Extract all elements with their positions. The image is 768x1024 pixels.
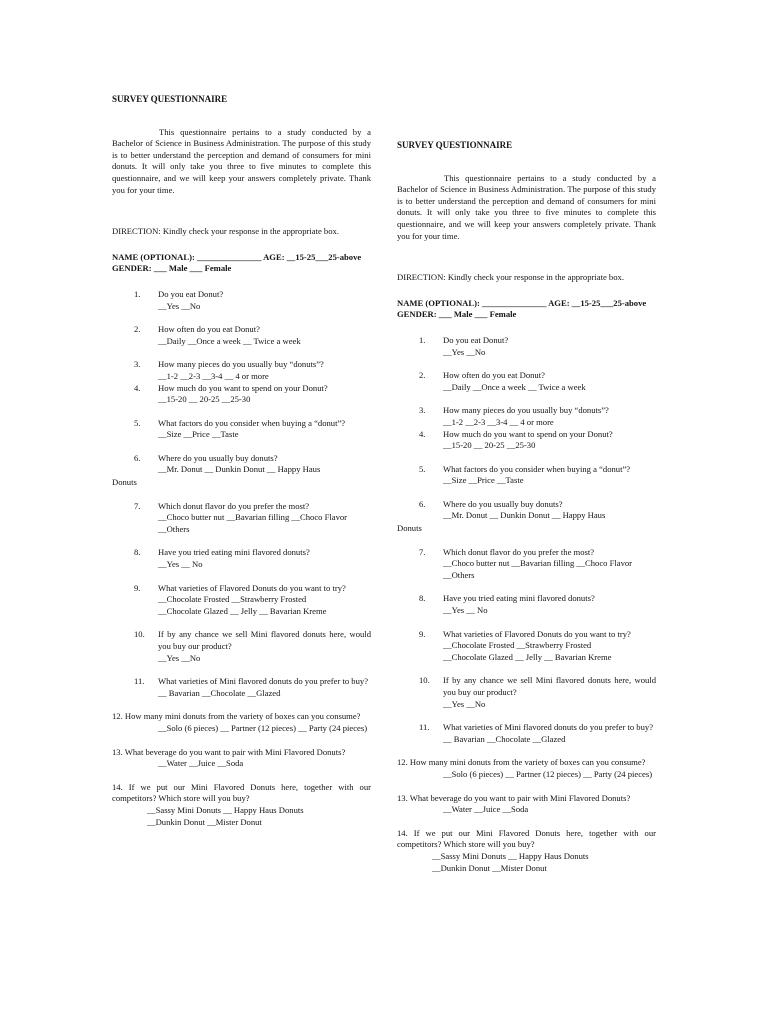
question-14-options[interactable]: __Sassy Mini Donuts __ Happy Haus Donuts: [432, 850, 589, 861]
question-10-options[interactable]: __Yes __No: [443, 698, 486, 709]
intro-paragraph: This questionnaire pertains to a study conducted by a Bachelor of Science in Business Administration. The purpose of this study is to better understand the perception and demand of consumers for mini donuts. It will only take you three to five minutes to complete this questionnaire, and we will keep your answers completely private. Thank you for your time.: [397, 172, 656, 241]
question-13: 13. What beverage do you want to pair with Mini Flavored Donuts? __Water __Juice __Soda: [397, 793, 656, 816]
question-11: 11. What varieties of Mini flavored donuts do you prefer to buy? __ Bavarian __Chocolate __Glazed: [112, 676, 371, 699]
question-11: 11. What varieties of Mini flavored donuts do you prefer to buy? __ Bavarian __Chocolate __Glazed: [397, 722, 656, 745]
question-13-options[interactable]: __Water __Juice __Soda: [443, 804, 529, 815]
question-12-options[interactable]: __Solo (6 pieces) __ Partner (12 pieces) __ Party (24 pieces): [443, 768, 653, 779]
question-1-options[interactable]: __Yes __No: [158, 300, 201, 311]
question-3-options[interactable]: __1-2 __2-3 __3-4 __ 4 or more: [158, 370, 269, 381]
question-2: 2. How often do you eat Donut? __Daily __Once a week __ Twice a week: [397, 370, 656, 393]
question-1-options[interactable]: __Yes __No: [443, 346, 486, 357]
question-14: 14. If we put our Mini Flavored Donuts here, together with our competitors? Which store will you buy? __Sassy Mini Donuts __ Happy Haus Donuts __Dunkin Donut __Mister Donut: [112, 781, 371, 827]
questionnaire-left: [112, 94, 371, 840]
question-14-options[interactable]: __Sassy Mini Donuts __ Happy Haus Donuts: [147, 804, 304, 815]
page-title: SURVEY QUESTIONNAIRE: [397, 140, 513, 150]
question-6-options[interactable]: __Mr. Donut __ Dunkin Donut __ Happy Haus: [158, 464, 321, 475]
question-7: 7. Which donut flavor do you prefer the most? __Choco butter nut __Bavarian filling __Choco Flavor __Others: [112, 501, 371, 536]
question-4: 4. How much do you want to spend on your Donut? __15-20 __ 20-25 __25-30: [112, 383, 371, 406]
question-7-options-2[interactable]: __Others: [443, 569, 475, 580]
question-8-options[interactable]: __Yes __ No: [443, 605, 488, 616]
question-4: 4. How much do you want to spend on your Donut? __15-20 __ 20-25 __25-30: [397, 429, 656, 452]
question-5: 5. What factors do you consider when buying a “donut”? __Size __Price __Taste: [112, 418, 371, 441]
question-7-options-2[interactable]: __Others: [158, 523, 190, 534]
question-12-options[interactable]: __Solo (6 pieces) __ Partner (12 pieces) __ Party (24 pieces): [158, 722, 368, 733]
question-13: 13. What beverage do you want to pair with Mini Flavored Donuts? __Water __Juice __Soda: [112, 747, 371, 770]
question-7: 7. Which donut flavor do you prefer the most? __Choco butter nut __Bavarian filling __Choco Flavor __Others: [397, 547, 656, 582]
question-9: 9. What varieties of Flavored Donuts do you want to try? __Chocolate Frosted __Strawberry Frosted __Chocolate Glazed __ Jelly __ Bavarian Kreme: [397, 629, 656, 664]
question-10-options[interactable]: __Yes __No: [158, 652, 201, 663]
question-6: 6. Where do you usually buy donuts? __Mr. Donut __ Dunkin Donut __ Happy Haus Donuts: [112, 453, 371, 489]
name-age-line: NAME (OPTIONAL): _______________ AGE: __15-25___25-above: [112, 251, 362, 262]
question-11-options[interactable]: __ Bavarian __Chocolate __Glazed: [158, 687, 281, 698]
question-8-options[interactable]: __Yes __ No: [158, 559, 203, 570]
questionnaire-right: [397, 140, 656, 886]
question-3: 3. How many pieces do you usually buy “donuts”? __1-2 __2-3 __3-4 __ 4 or more: [112, 359, 371, 382]
question-5-options[interactable]: __Size __Price __Taste: [443, 475, 524, 486]
name-age-line: NAME (OPTIONAL): _______________ AGE: __15-25___25-above: [397, 297, 647, 308]
question-12: 12. How many mini donuts from the variety of boxes can you consume? __Solo (6 pieces) __ Partner (12 pieces) __ Party (24 pieces): [397, 757, 656, 780]
question-4-options[interactable]: __15-20 __ 20-25 __25-30: [158, 394, 251, 405]
page-title: SURVEY QUESTIONNAIRE: [112, 94, 228, 104]
question-3-options[interactable]: __1-2 __2-3 __3-4 __ 4 or more: [443, 416, 554, 427]
question-1: 1. Do you eat Donut? __Yes __No: [397, 335, 656, 358]
question-1: 1. Do you eat Donut? __Yes __No: [112, 289, 371, 312]
gender-line: GENDER: ___ Male ___ Female: [112, 263, 232, 274]
question-7-options[interactable]: __Choco butter nut __Bavarian filling __Choco Flavor: [443, 558, 633, 569]
question-9-options[interactable]: __Chocolate Frosted __Strawberry Frosted: [158, 594, 307, 605]
question-3: 3. How many pieces do you usually buy “donuts”? __1-2 __2-3 __3-4 __ 4 or more: [397, 405, 656, 428]
question-14-options-2[interactable]: __Dunkin Donut __Mister Donut: [432, 862, 547, 873]
question-14: 14. If we put our Mini Flavored Donuts here, together with our competitors? Which store will you buy? __Sassy Mini Donuts __ Happy Haus Donuts __Dunkin Donut __Mister Donut: [397, 827, 656, 873]
question-6-options[interactable]: __Mr. Donut __ Dunkin Donut __ Happy Haus: [443, 510, 606, 521]
question-2-options[interactable]: __Daily __Once a week __ Twice a week: [443, 381, 586, 392]
question-8: 8. Have you tried eating mini flavored donuts? __Yes __ No: [397, 593, 656, 616]
question-2-options[interactable]: __Daily __Once a week __ Twice a week: [158, 335, 301, 346]
question-4-options[interactable]: __15-20 __ 20-25 __25-30: [443, 440, 536, 451]
direction-text: DIRECTION: Kindly check your response in the appropriate box.: [397, 272, 624, 283]
question-5-options[interactable]: __Size __Price __Taste: [158, 429, 239, 440]
question-9: 9. What varieties of Flavored Donuts do you want to try? __Chocolate Frosted __Strawberry Frosted __Chocolate Glazed __ Jelly __ Bavarian Kreme: [112, 583, 371, 618]
question-14-options-2[interactable]: __Dunkin Donut __Mister Donut: [147, 816, 262, 827]
question-10: 10. If by any chance we sell Mini flavored donuts here, would you buy our product? __Yes __No: [419, 675, 656, 709]
question-13-options[interactable]: __Water __Juice __Soda: [158, 758, 244, 769]
question-12: 12. How many mini donuts from the variety of boxes can you consume? __Solo (6 pieces) __ Partner (12 pieces) __ Party (24 pieces): [112, 711, 371, 734]
question-11-options[interactable]: __ Bavarian __Chocolate __Glazed: [443, 733, 566, 744]
intro-paragraph: This questionnaire pertains to a study conducted by a Bachelor of Science in Business Administration. The purpose of this study is to better understand the perception and demand of consumers for mini donuts. It will only take you three to five minutes to complete this questionnaire, and we will keep your answers completely private. Thank you for your time.: [112, 126, 371, 195]
question-9-options-2[interactable]: __Chocolate Glazed __ Jelly __ Bavarian Kreme: [443, 651, 612, 662]
question-8: 8. Have you tried eating mini flavored donuts? __Yes __ No: [112, 547, 371, 570]
question-10: 10. If by any chance we sell Mini flavored donuts here, would you buy our product? __Yes __No: [134, 629, 371, 663]
gender-line: GENDER: ___ Male ___ Female: [397, 309, 517, 320]
question-9-options-2[interactable]: __Chocolate Glazed __ Jelly __ Bavarian Kreme: [158, 605, 327, 616]
question-6: 6. Where do you usually buy donuts? __Mr. Donut __ Dunkin Donut __ Happy Haus Donuts: [397, 499, 656, 535]
question-9-options[interactable]: __Chocolate Frosted __Strawberry Frosted: [443, 640, 592, 651]
question-7-options[interactable]: __Choco butter nut __Bavarian filling __Choco Flavor: [158, 512, 348, 523]
question-5: 5. What factors do you consider when buying a “donut”? __Size __Price __Taste: [397, 464, 656, 487]
question-2: 2. How often do you eat Donut? __Daily __Once a week __ Twice a week: [112, 324, 371, 347]
direction-text: DIRECTION: Kindly check your response in the appropriate box.: [112, 226, 339, 237]
